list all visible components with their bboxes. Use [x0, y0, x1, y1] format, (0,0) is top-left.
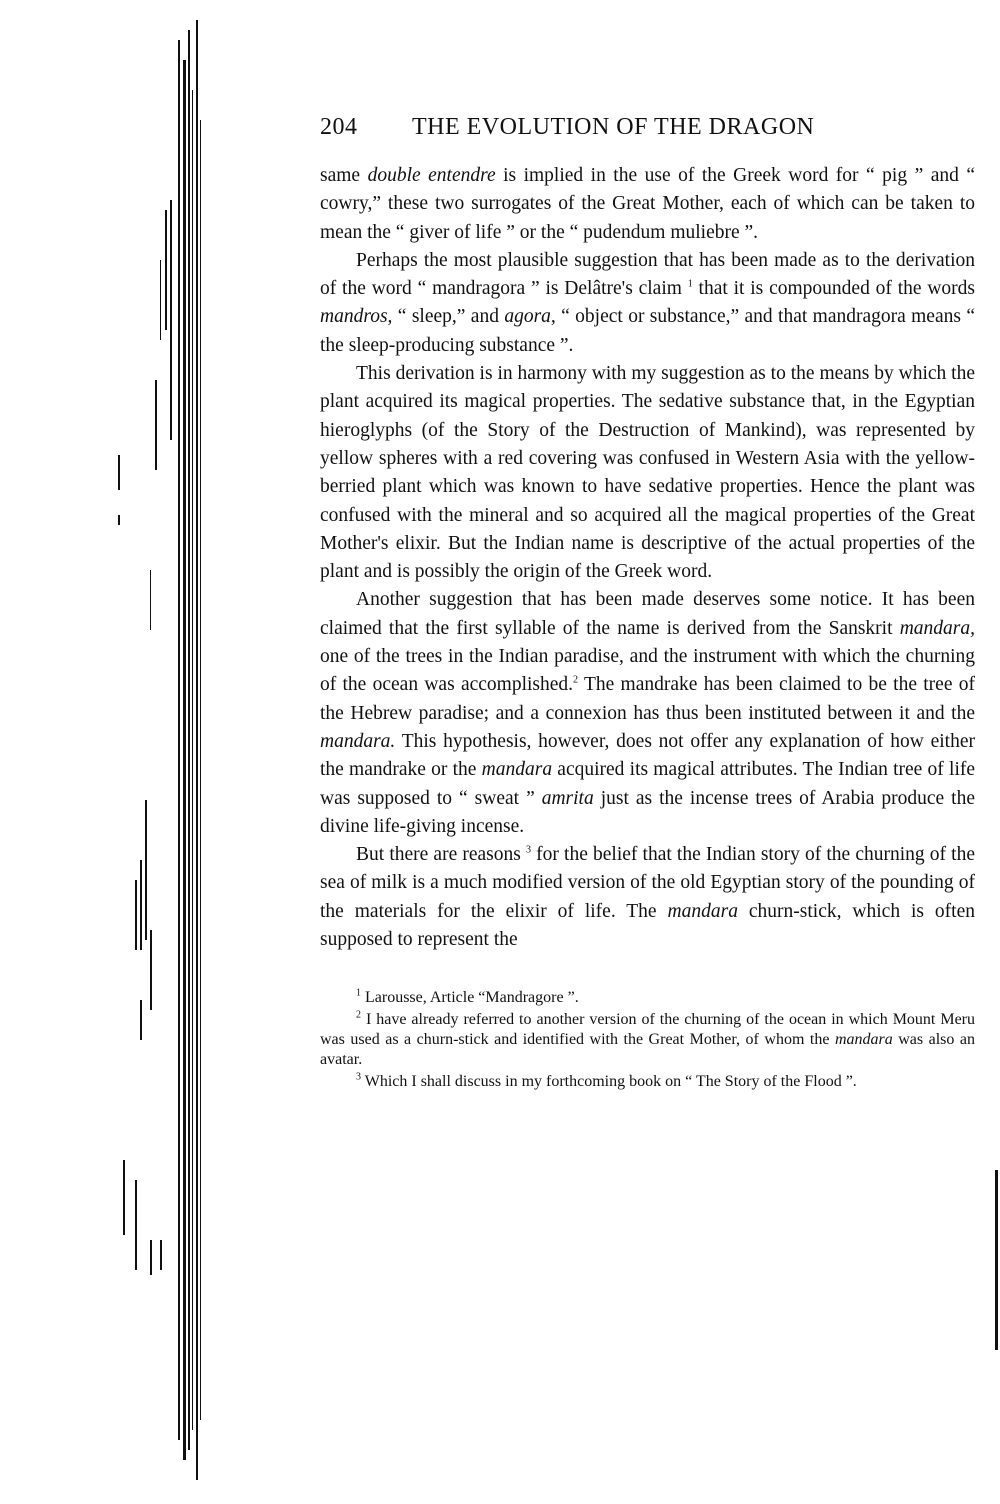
text-run: just as the incense trees of Arabia produce the divine life-giving incense. — [320, 787, 975, 837]
italic-term: agora, — [504, 306, 556, 328]
text-run: But there are reasons — [356, 844, 527, 866]
page-number: 204 — [320, 114, 358, 140]
running-header — [320, 112, 975, 148]
paragraph — [320, 841, 975, 954]
footnote-ref: 3 — [526, 844, 532, 856]
text-run: This derivation is in harmony with my suggestion as to the means by which the plant acquired its magical properties. The sedative substance that, in the Egyptian hieroglyphs (of the Story of the Destruction of Mankind), was represented by yellow spheres with a red covering was confused in Western Asia with the yellow-berried plant which was known to have sedative properties. Hence the plant was confused with the mineral and so acquired all the magical properties of the Great Mother's elixir. But the Indian name is descriptive of the actual properties of the plant and is possibly the origin of the Greek word. — [320, 363, 975, 583]
text-run: “ object or substance,” and that mandragora means “ the sleep-producing substance ”. — [320, 306, 975, 356]
book-page — [320, 112, 975, 1094]
text-run: Another suggestion that has been made deserves some notice. It has been claimed that the first syllable of the name is derived from the Sanskrit — [320, 589, 975, 639]
text-run: Perhaps the most plausible suggestion that has been made as to the derivation of the word “ mandragora ” is Delâtre's claim — [320, 249, 975, 300]
italic-term: amrita — [541, 787, 594, 809]
text-run: “ sleep,” and — [392, 306, 505, 328]
footnote-ref: 2 — [356, 1009, 361, 1021]
paragraph — [320, 162, 975, 247]
gutter-lines-graphic — [0, 0, 210, 1499]
body-text — [320, 162, 975, 954]
text-run: Which I shall discuss in my forthcoming book on “ The Story of the Flood ”. — [361, 1073, 857, 1091]
text-run: for the belief that the Indian story of the churning of the sea of milk is a much modified version of the old Egyptian story of the pounding of the materials for the elixir of life. The — [320, 844, 976, 922]
italic-term: mandara — [667, 900, 738, 922]
text-run: acquired its magical attributes. The Indian tree of life was supposed to “ sweat ” — [320, 759, 976, 809]
italic-term: mandara — [834, 1031, 893, 1049]
footnote-ref: 2 — [573, 674, 579, 686]
footnote-ref: 1 — [356, 987, 361, 999]
footnote-ref: 3 — [356, 1071, 361, 1083]
right-edge-graphic — [990, 1160, 1000, 1360]
text-run: This hypothesis, however, does not offer any explanation of how either the mandrake or the — [320, 730, 975, 781]
text-run: was also an avatar. — [320, 1031, 976, 1069]
text-run: that it is compounded of the words — [692, 278, 975, 300]
text-run: The mandrake has been claimed to be the tree of the Hebrew paradise; and a connexion has thus been instituted between it and the — [320, 674, 975, 724]
footnote-ref: 1 — [687, 278, 693, 290]
paragraph — [320, 360, 975, 586]
italic-term: double entendre — [367, 165, 496, 186]
paragraph — [320, 247, 975, 360]
text-run: churn-stick, which is often supposed to represent the — [320, 900, 976, 951]
footnote — [320, 988, 975, 1008]
italic-term: mandara — [481, 759, 553, 781]
text-run: Larousse, Article “Mandragore ”. — [361, 989, 579, 1007]
text-run: same — [320, 165, 368, 186]
text-run: I have already referred to another version of the churning of the ocean in which Mount Meru was used as a churn-stick and identified with the Great Mother, of whom the — [320, 1011, 975, 1049]
footnote — [320, 1010, 975, 1070]
text-run: one of the trees in the Indian paradise, and the instrument with which the churning of the ocean was accomplished. — [320, 646, 975, 696]
binding-gutter-scan-artifact — [0, 0, 210, 1499]
footnote — [320, 1072, 975, 1092]
running-title: THE EVOLUTION OF THE DRAGON — [412, 114, 815, 140]
italic-term: mandros, — [320, 306, 393, 328]
text-run: is implied in the use of the Greek word for “ pig ” and “ cowry,” these two surrogates of the Great Mother, each of which can be taken to mean the “ giver of life ” or the “ pudendum muliebre ”. — [320, 165, 975, 243]
footnotes — [320, 988, 975, 1092]
italic-term: mandara, — [899, 617, 975, 639]
right-edge-scan-artifact — [990, 1160, 1000, 1360]
italic-term: mandara. — [320, 730, 396, 752]
paragraph — [320, 586, 975, 841]
